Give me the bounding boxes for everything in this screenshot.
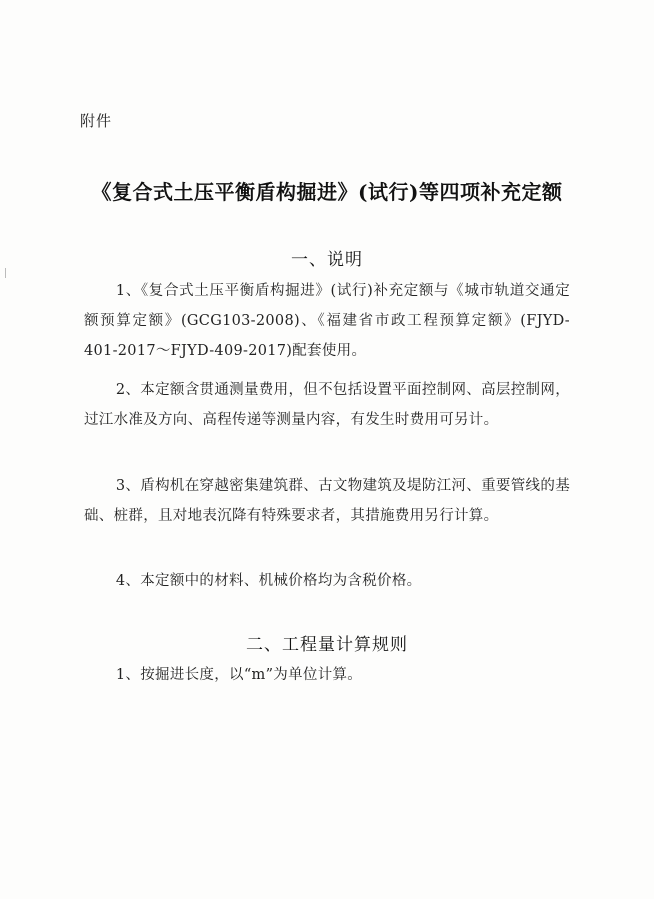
- paragraph-4: 4、本定额中的材料、机械价格均为含税价格。: [115, 573, 422, 589]
- paragraph-1: 1、《复合式土压平衡盾构掘进》(试行)补充定额与《城市轨道交通定额预算定额》(GCG103-2008)、《福建省市政工程预算定额》(FJYD-401-2017～FJYD-409-2017)配套使用。: [84, 283, 570, 359]
- attachment-label: 附件: [80, 112, 113, 130]
- section-heading-calculation-rules: 二、工程量计算规则: [246, 635, 408, 655]
- paragraph-3: 3、盾构机在穿越密集建筑群、古文物建筑及堤防江河、重要管线的基础、桩群，且对地表沉降有特殊要求者，其措施费用另行计算。: [84, 478, 570, 524]
- document-title: 《复合式土压平衡盾构掘进》(试行)等四项补充定额: [91, 180, 563, 204]
- section-heading-explanation: 一、说明: [291, 250, 363, 270]
- paragraph-2: 2、本定额含贯通测量费用，但不包括设置平面控制网、高层控制网，过江水准及方向、高程传递等测量内容，有发生时费用可另计。: [84, 382, 570, 428]
- paragraph-rule-1: 1、按掘进长度，以“m”为单位计算。: [115, 667, 363, 683]
